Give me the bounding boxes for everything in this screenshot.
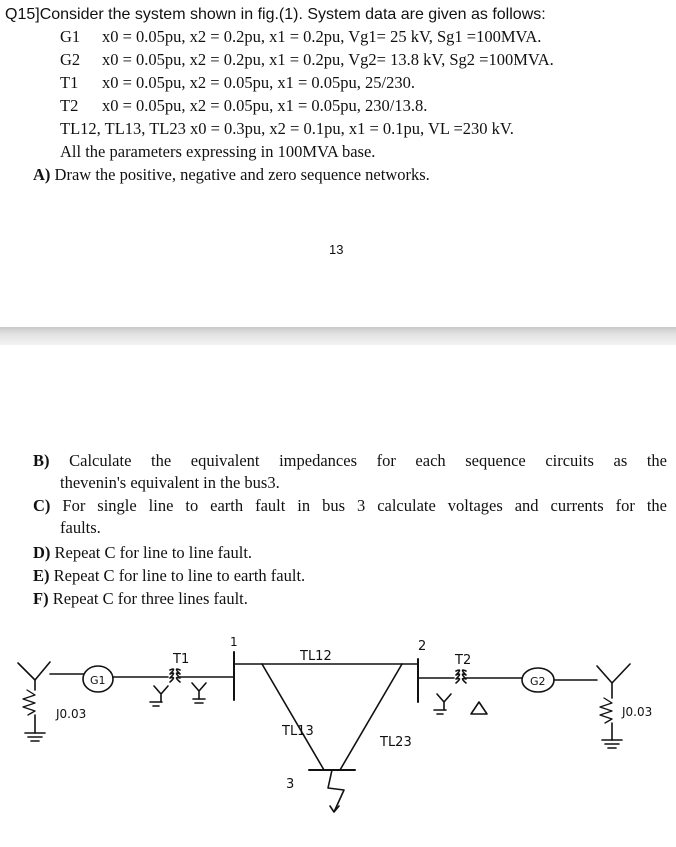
data-row-g1: [60, 27, 541, 47]
part-c-line1: [33, 496, 667, 516]
row-text-g2: x0 = 0.05pu, x2 = 0.2pu, x1 = 0.2pu, Vg2= 13.8 kV, Sg2 =100MVA.: [102, 50, 554, 69]
t1-symbol: [170, 669, 233, 682]
bus2-label: 2: [418, 639, 427, 654]
tl23-label: TL23: [380, 735, 412, 750]
part-f-letter: F): [33, 589, 49, 608]
row-label-t1: T1: [60, 73, 79, 92]
t1-winding-symbols: [150, 683, 206, 706]
tl-data-row: TL12, TL13, TL23 x0 = 0.3pu, x2 = 0.1pu, x1 = 0.1pu, VL =230 kV.: [60, 119, 514, 138]
t2-winding-symbols: [434, 694, 487, 714]
row-text-t2: x0 = 0.05pu, x2 = 0.05pu, x1 = 0.05pu, 230/13.8.: [102, 96, 428, 115]
part-b-text1: Calculate the equivalent impedances for each sequence circuits as the: [69, 451, 667, 470]
data-row-t2: [60, 96, 427, 116]
part-a-letter: A): [33, 165, 51, 184]
part-c: [33, 496, 667, 538]
part-c-letter: C): [33, 496, 51, 515]
data-row-t1: [60, 73, 415, 93]
t2-symbol: [456, 670, 522, 683]
row-label-g2: G2: [60, 50, 81, 69]
row-text-t1: x0 = 0.05pu, x2 = 0.05pu, x1 = 0.05pu, 25/230.: [102, 73, 416, 92]
part-f: [33, 589, 248, 609]
part-b-line2: thevenin's equivalent in the bus3.: [60, 473, 280, 492]
base-note: All the parameters expressing in 100MVA base.: [60, 142, 376, 161]
g2-label: G2: [530, 675, 546, 688]
part-c-line2: faults.: [60, 518, 101, 537]
part-d-letter: D): [33, 543, 51, 562]
part-d-text: Repeat C for line to line fault.: [54, 543, 253, 562]
right-ground-label: J0.03: [622, 705, 653, 719]
part-e-text: Repeat C for line to line to earth fault.: [53, 566, 306, 585]
part-f-text: Repeat C for three lines fault.: [52, 589, 248, 608]
row-label-g1: G1: [60, 27, 81, 46]
part-e: [33, 566, 305, 586]
system-diagram: [0, 620, 676, 847]
g1-neutral-ground: [18, 662, 50, 741]
t2-label: T2: [455, 653, 472, 668]
part-a: [33, 165, 430, 185]
left-ground-label: J0.03: [56, 707, 87, 721]
part-d: [33, 543, 252, 563]
g1-label: G1: [90, 674, 106, 687]
fault-symbol: [328, 770, 344, 812]
bus3-label: 3: [286, 777, 295, 792]
bus1-label: 1: [230, 635, 238, 649]
part-c-text1: For single line to earth fault in bus 3 calculate voltages and currents for the: [62, 496, 667, 515]
tl23-line: [340, 664, 402, 770]
part-a-text: Draw the positive, negative and zero sequence networks.: [54, 165, 430, 184]
part-b-line1: [33, 451, 667, 471]
tl13-line: [262, 664, 324, 770]
tl12-label: TL12: [300, 649, 332, 664]
part-e-letter: E): [33, 566, 50, 585]
data-row-g2: [60, 50, 554, 70]
row-label-t2: T2: [60, 96, 79, 115]
page-break: [0, 327, 676, 345]
part-b: [33, 451, 667, 493]
part-b-letter: B): [33, 451, 50, 470]
t1-label: T1: [173, 652, 190, 667]
question-header: Q15]Consider the system shown in fig.(1). System data are given as follows:: [5, 6, 546, 23]
page-number: 13: [329, 242, 344, 257]
tl13-label: TL13: [282, 724, 314, 739]
row-text-g1: x0 = 0.05pu, x2 = 0.2pu, x1 = 0.2pu, Vg1= 25 kV, Sg1 =100MVA.: [102, 27, 542, 46]
